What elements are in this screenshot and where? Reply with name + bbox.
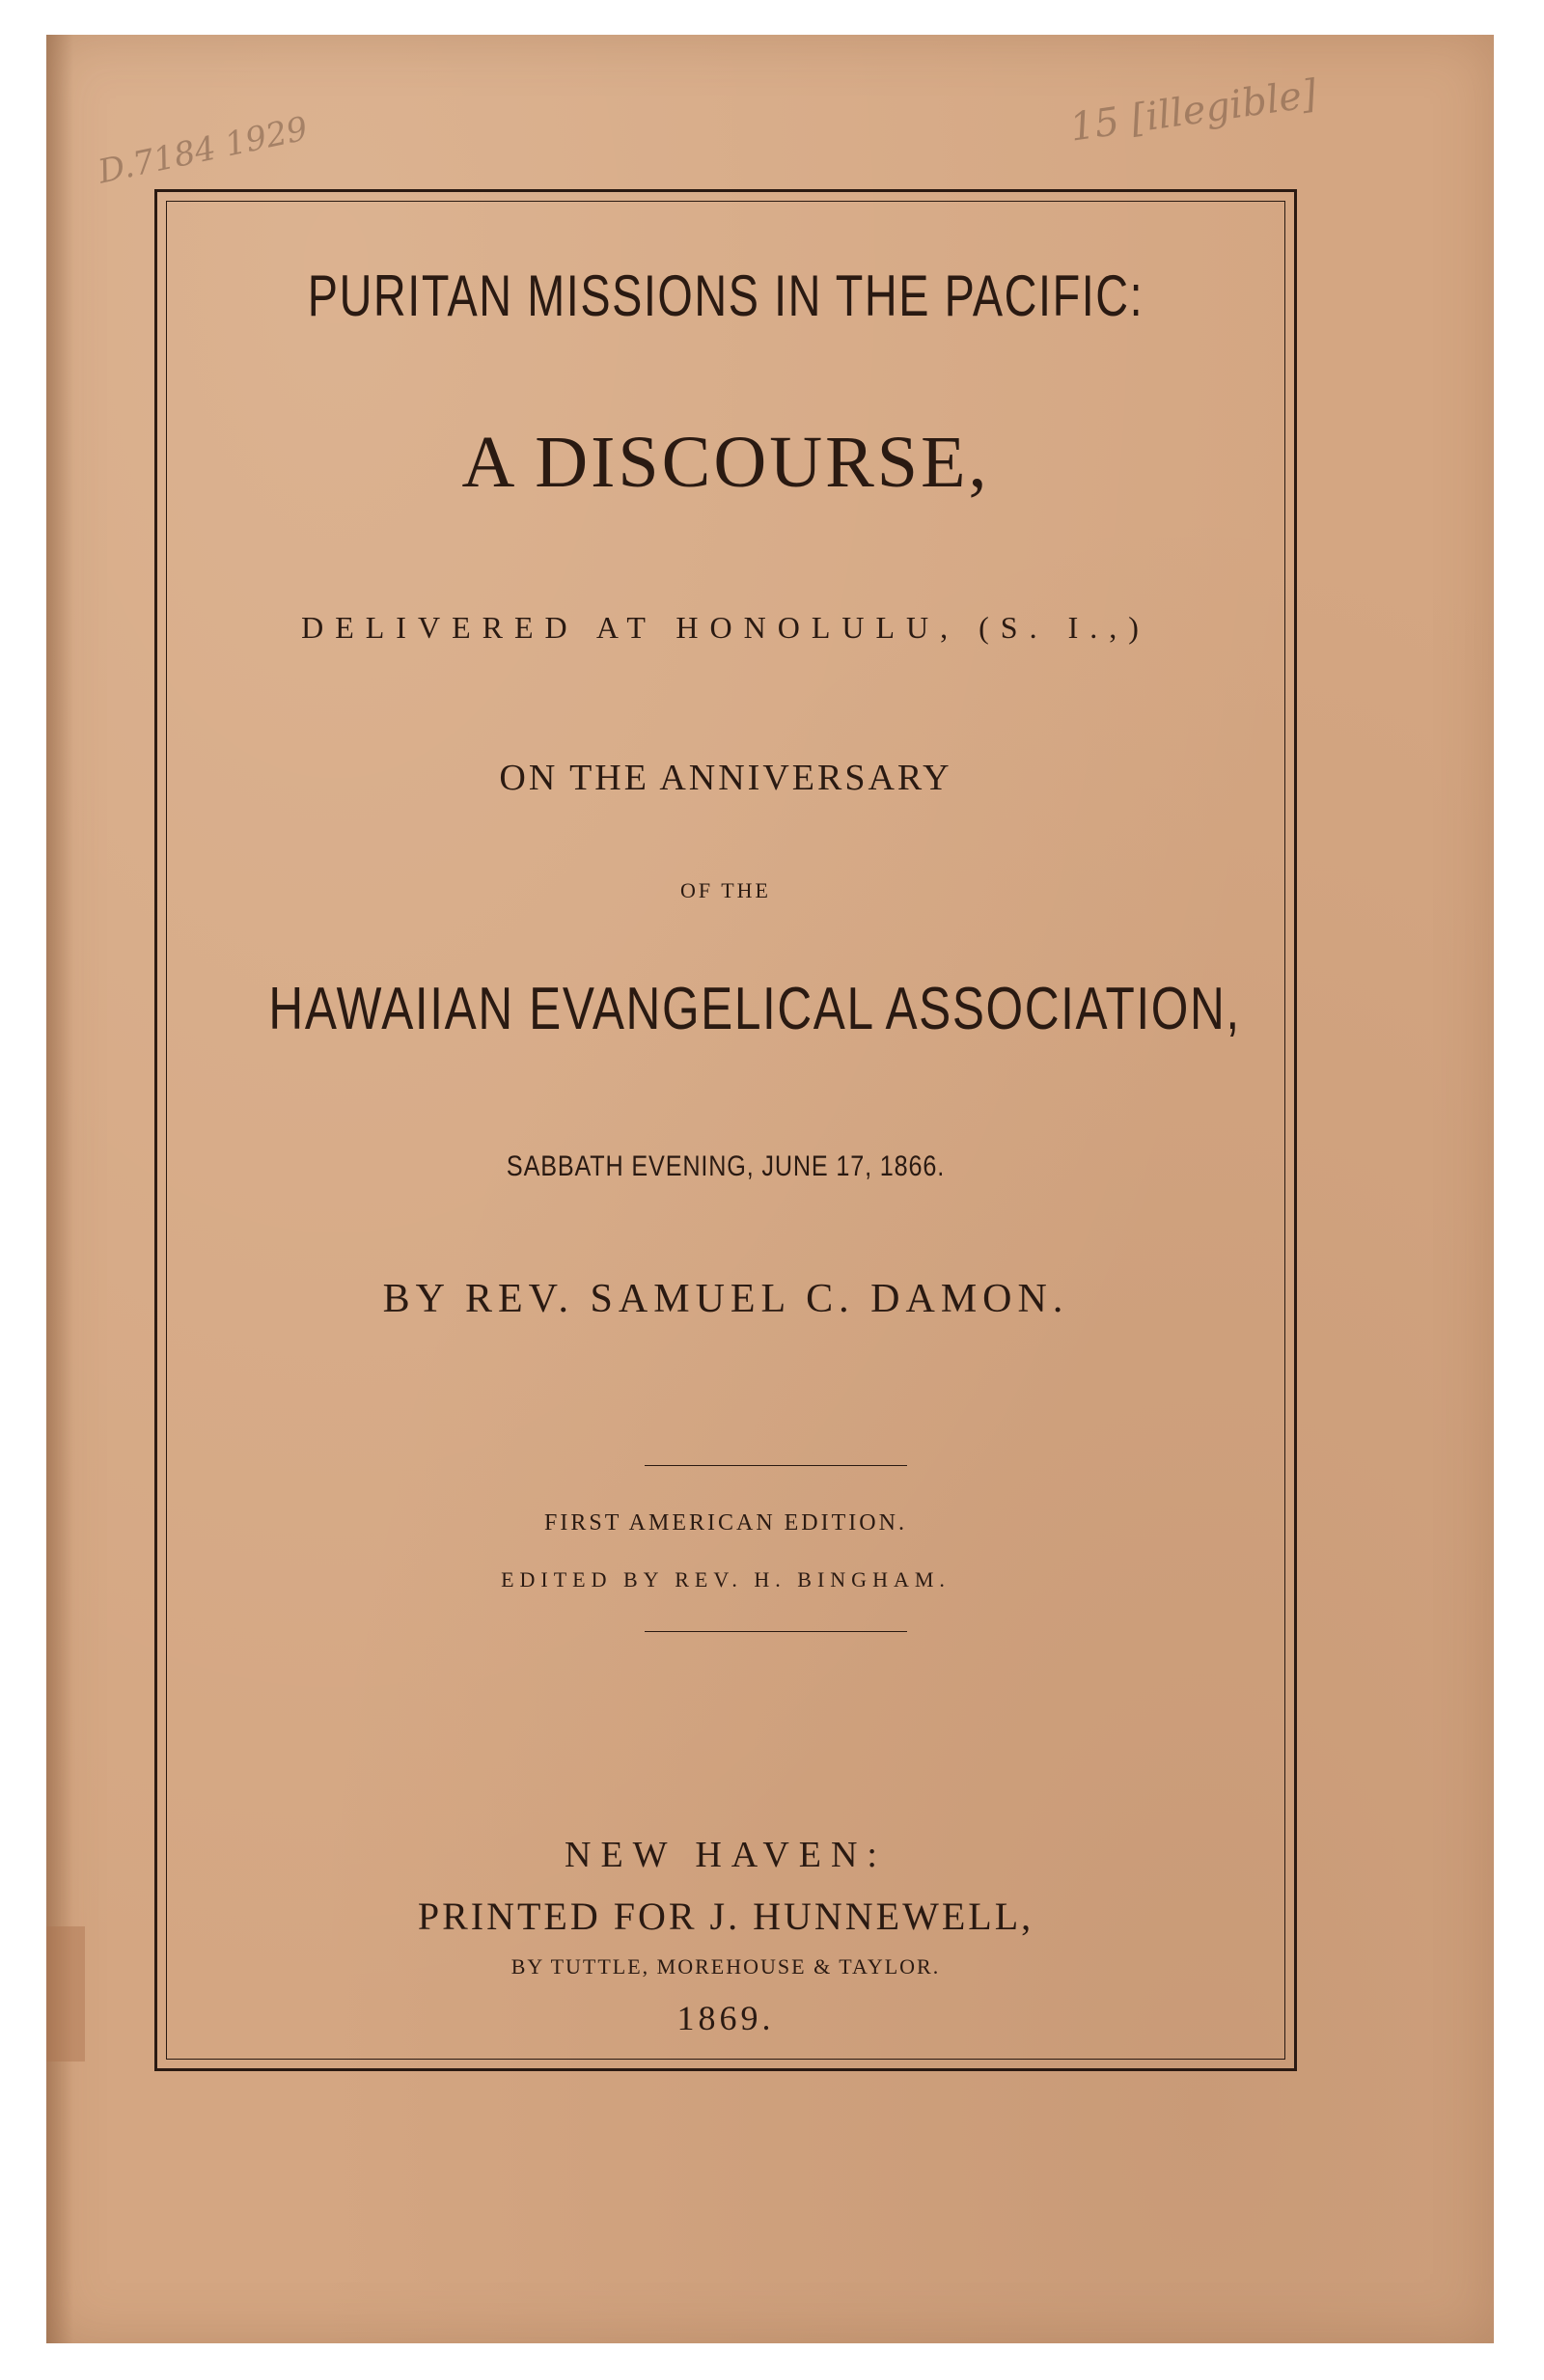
association-name: HAWAIIAN EVANGELICAL ASSOCIATION,	[268, 976, 1241, 1042]
imprint-printed-for: PRINTED FOR J. HUNNEWELL,	[417, 1895, 1034, 1938]
divider-bottom	[645, 1631, 907, 1632]
main-title: PURITAN MISSIONS IN THE PACIFIC:	[307, 263, 1144, 328]
pencil-annotation-left: D.7184 1929	[95, 109, 312, 192]
author-line: BY REV. SAMUEL C. DAMON.	[382, 1277, 1069, 1321]
paper-tear	[46, 1926, 85, 2062]
edition-line: FIRST AMERICAN EDITION.	[544, 1510, 907, 1536]
imprint-city: NEW HAVEN:	[565, 1835, 887, 1875]
of-the-line: OF THE	[680, 878, 771, 902]
date-line: SABBATH EVENING, JUNE 17, 1866.	[506, 1150, 946, 1182]
imprint-year: 1869.	[676, 1999, 775, 2037]
imprint-printer: BY TUTTLE, MOREHOUSE & TAYLOR.	[510, 1954, 941, 1979]
editor-line: EDITED BY REV. H. BINGHAM.	[501, 1567, 951, 1591]
subtitle: A DISCOURSE,	[461, 422, 990, 503]
delivered-line: DELIVERED AT HONOLULU, (S. I.,)	[301, 610, 1150, 645]
pencil-annotation-right: 15 [illegible]	[1067, 71, 1320, 151]
divider-top	[645, 1465, 907, 1466]
occasion-line: ON THE ANNIVERSARY	[499, 758, 952, 798]
